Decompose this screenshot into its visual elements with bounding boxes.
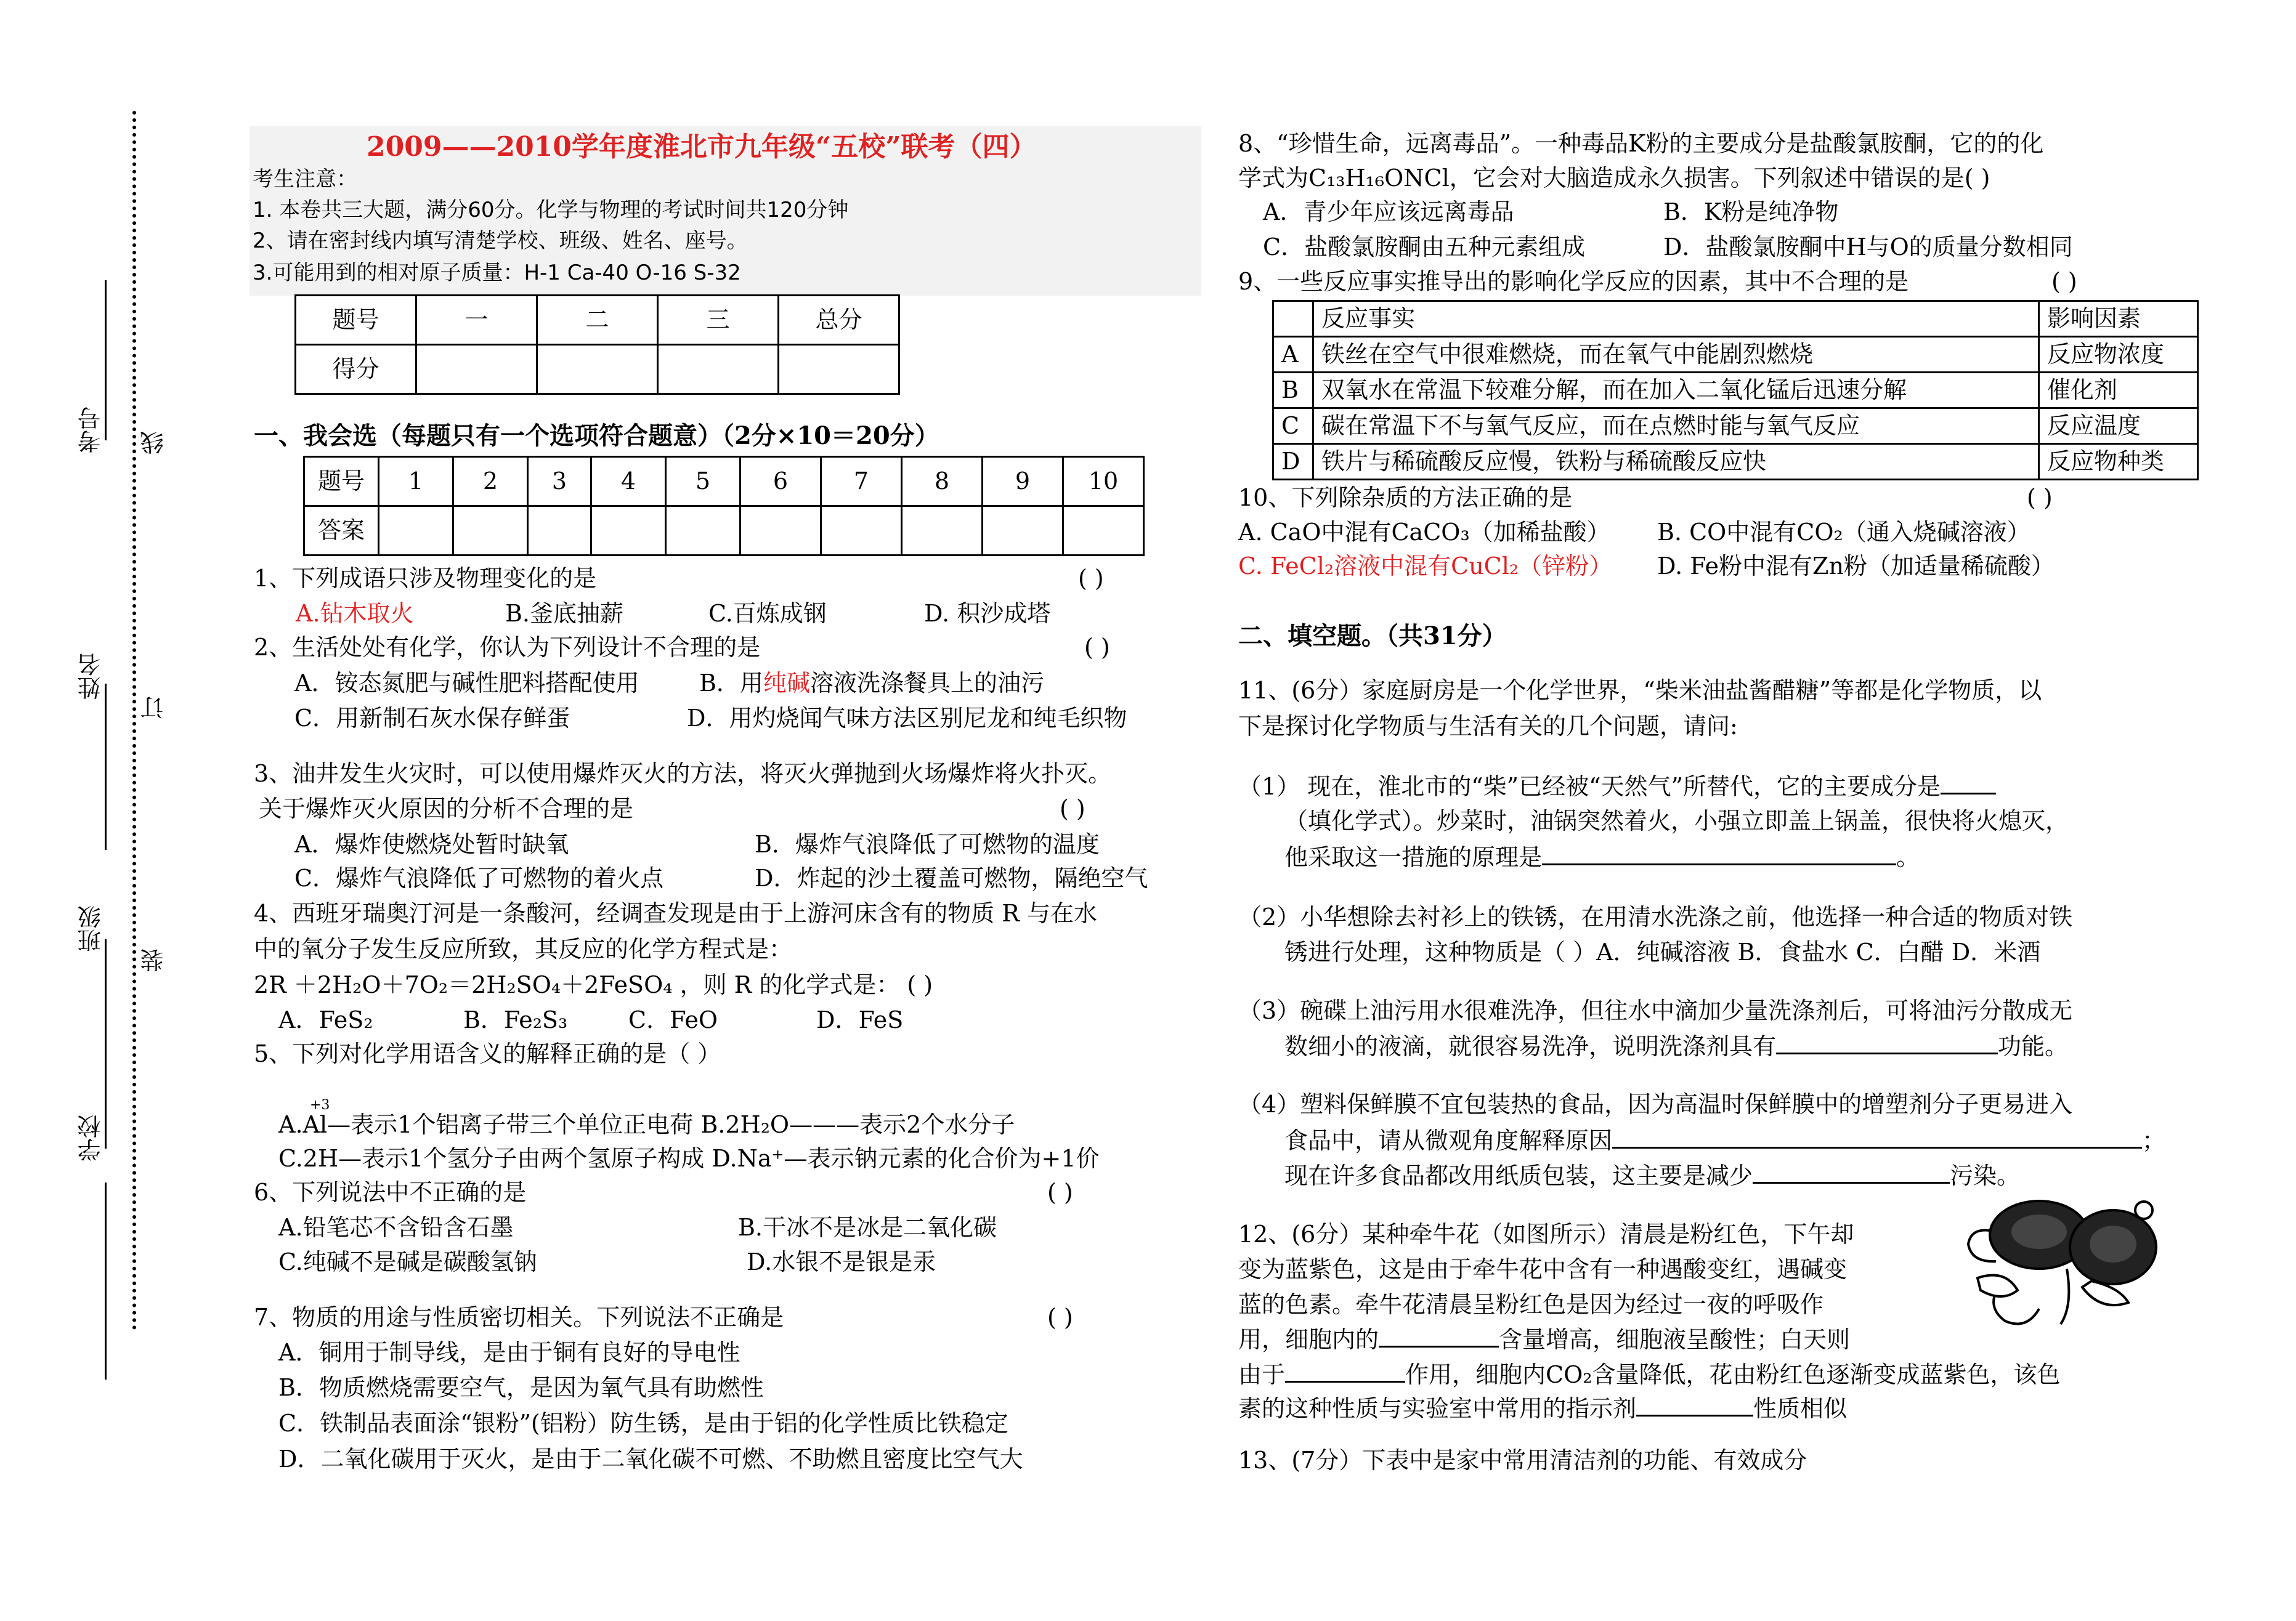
answer-table xyxy=(303,456,1145,556)
notice-line: 2、请在密封线内填写清楚学校、班级、姓名、座号。 xyxy=(253,228,748,253)
q12-l6a: 素的这种性质与实验室中常用的指示剂 xyxy=(1238,1395,1637,1422)
blank-field[interactable] xyxy=(1636,1395,1753,1417)
q10-option-b: B. CO中混有CO₂（通入烧碱溶液） xyxy=(1657,519,2030,546)
q9-cell-label: B xyxy=(1273,373,1313,408)
q9-cell-fact: 双氧水在常温下较难分解，而在加入二氧化锰后迅速分解 xyxy=(1313,373,2039,408)
q11-part2-cont: 锈进行处理，这种物质是（ ）A．纯碱溶液 B．食盐水 C．白醋 D．米酒 xyxy=(1284,939,2041,966)
q12-line xyxy=(1238,1395,1847,1423)
q1-option-b: B.釜底抽薪 xyxy=(505,600,624,627)
question-stem: 13、(7分）下表中是家中常用清洁剂的功能、有效成分 xyxy=(1238,1447,1807,1474)
q11-part4-line: （4）塑料保鲜膜不宜包装热的食品，因为高温时保鲜膜中的增塑剂分子更易进入 xyxy=(1238,1091,2073,1118)
q1-option-c: C.百炼成钢 xyxy=(708,600,827,627)
question-stem: 7、物质的用途与性质密切相关。下列说法不正确是 xyxy=(254,1304,784,1331)
q5-option-cd: C.2H—表示1个氢分子由两个氢原子构成 D.Na⁺—表示钠元素的化合价为+1价 xyxy=(278,1145,1100,1172)
score-cell[interactable] xyxy=(416,345,537,394)
q10-option-a: A. CaO中混有CaCO₃（加稀盐酸） xyxy=(1238,519,1610,546)
section2-title: 二、填空题。（共31分） xyxy=(1238,621,1507,650)
q11-part4c-end: 污染。 xyxy=(1950,1162,2021,1189)
answer-number: 10 xyxy=(1063,457,1144,506)
answer-cell[interactable] xyxy=(666,506,740,556)
answer-number: 7 xyxy=(821,457,902,506)
q9-cell-fact: 铁丝在空气中很难燃烧，而在氧气中能剧烈燃烧 xyxy=(1313,337,2039,373)
q6-option-d: D.水银不是银是汞 xyxy=(747,1248,936,1275)
q6-option-c: C.纯碱不是碱是碳酸氢钠 xyxy=(278,1248,537,1275)
q1-option-d: D. 积沙成塔 xyxy=(924,600,1051,627)
q12-line xyxy=(1238,1361,2060,1389)
q11-part1c-text: 他采取这一措施的原理是 xyxy=(1284,844,1543,871)
q3-option-d: D．炸起的沙土覆盖可燃物，隔绝空气 xyxy=(755,865,1148,892)
q11-part1-text: （1） 现在，淮北市的“柴”已经被“天然气”所替代，它的主要成分是 xyxy=(1238,773,1941,800)
seal-dotted-line xyxy=(132,111,136,1330)
binding-blank-line xyxy=(105,684,107,850)
page-title: 2009——2010学年度淮北市九年级“五校”联考（四） xyxy=(367,131,1037,163)
q8-option-a: A．青少年应该远离毒品 xyxy=(1263,198,1514,225)
q6-option-b: B.干冰不是冰是二氧化碳 xyxy=(738,1214,997,1241)
answer-number: 9 xyxy=(983,457,1063,506)
label-school: 学校 xyxy=(78,1115,105,1162)
q2-option-a: A．铵态氮肥与碱性肥料搭配使用 xyxy=(294,669,639,697)
q9-cell-label: A xyxy=(1273,337,1313,373)
q11-part1c-end: 。 xyxy=(1896,844,1920,871)
answer-paren: ( ) xyxy=(1047,1179,1073,1206)
notice-line: 1. 本卷共三大题，满分60分。化学与物理的考试时间共120分钟 xyxy=(253,198,849,222)
q12-line: 变为蓝紫色，这是由于牵牛花中含有一种遇酸变红，遇碱变 xyxy=(1238,1256,1848,1283)
answer-cell[interactable] xyxy=(983,506,1063,556)
score-header: 题号 xyxy=(296,296,416,345)
q5-option-ab: A.Al—表示1个铝离子带三个单位正电荷 B.2H₂O———表示2个水分子 xyxy=(278,1111,1015,1138)
question-stem: 6、下列说法中不正确的是 xyxy=(254,1179,527,1206)
notice-line: 3.可能用到的相对原子质量：H-1 Ca-40 O-16 S-32 xyxy=(253,261,741,285)
q4-option-d: D．FeS xyxy=(816,1006,904,1033)
answer-header-label: 题号 xyxy=(304,457,379,506)
blank-field[interactable] xyxy=(1379,1326,1499,1348)
q10-option-c: C. FeCl₂溶液中混有CuCl₂（锌粉） xyxy=(1238,552,1613,580)
question-stem-cont: 中的氧分子发生反应所致，其反应的化学方程式是： xyxy=(254,936,793,963)
question-stem: 2、生活处处有化学，你认为下列设计不合理的是 xyxy=(254,634,761,661)
q4-equation: 2R ＋2H₂O＋7O₂＝2H₂SO₄＋2FeSO₄ ，则 R 的化学式是： ( ) xyxy=(254,971,933,998)
q11-part3-cont xyxy=(1284,1033,2068,1061)
q11-part4-end xyxy=(1284,1162,2020,1190)
seal-mark-line: 线 xyxy=(140,431,168,455)
q7-option-a: A．铜用于制导线，是由于铜有良好的导电性 xyxy=(278,1339,740,1366)
morning-glory-illustration xyxy=(1959,1189,2162,1330)
blank-field[interactable] xyxy=(1776,1033,1998,1054)
notice-heading: 考生注意： xyxy=(253,167,357,192)
blank-field[interactable] xyxy=(1941,773,1996,794)
q11-part4-cont xyxy=(1284,1127,2165,1155)
answer-paren: ( ) xyxy=(1060,795,1085,822)
answer-paren: ( ) xyxy=(1047,1304,1073,1331)
question-stem: 1、下列成语只涉及物理变化的是 xyxy=(254,565,597,592)
q11-part4b-text: 食品中，请从微观角度解释原因 xyxy=(1284,1127,1613,1154)
label-exam-number: 考号 xyxy=(78,406,105,453)
q11-part1-end xyxy=(1284,844,1920,871)
q9-cell-fact: 铁片与稀硫酸反应慢，铁粉与稀硫酸反应快 xyxy=(1313,444,2039,480)
q2-option-b xyxy=(699,670,1044,697)
score-cell[interactable] xyxy=(779,345,899,394)
q12-line xyxy=(1238,1326,1850,1354)
q9-cell-label: C xyxy=(1273,408,1313,444)
answer-cell[interactable] xyxy=(821,506,902,556)
answer-paren: ( ) xyxy=(2027,484,2053,511)
question-stem: 3、油井发生火灾时，可以使用爆炸灭火的方法，将灭火弹抛到火场爆炸将火扑灭。 xyxy=(254,760,1112,787)
answer-cell[interactable] xyxy=(591,506,666,556)
blank-field[interactable] xyxy=(1753,1162,1950,1184)
question-stem: 8、“珍惜生命，远离毒品”。一种毒品K粉的主要成分是盐酸氯胺酮，它的的化 xyxy=(1238,130,2044,157)
q2-option-b-red: 纯碱 xyxy=(763,669,810,697)
question-stem: 10、下列除杂质的方法正确的是 xyxy=(1238,484,1573,511)
q8-option-c: C．盐酸氯胺酮由五种元素组成 xyxy=(1263,233,1586,261)
answer-number: 1 xyxy=(379,457,453,506)
q6-option-a: A.铅笔芯不含铅含石墨 xyxy=(278,1214,514,1241)
answer-number: 3 xyxy=(528,457,591,506)
q11-part3-line: （3）碗碟上油污用水很难洗净，但往水中滴加少量洗涤剂后，可将油污分散成无 xyxy=(1238,997,2073,1024)
q2-option-b-pre: B．用 xyxy=(699,669,763,697)
q12-l4a: 用，细胞内的 xyxy=(1238,1326,1379,1353)
binding-blank-line xyxy=(105,1182,107,1380)
section1-title: 一、我会选（每题只有一个选项符合题意）（2分×10＝20分） xyxy=(254,421,939,450)
q5-valence-mark: +3 xyxy=(310,1098,330,1113)
q9-header: 影响因素 xyxy=(2039,301,2198,337)
blank-field[interactable] xyxy=(1542,844,1896,865)
q9-table xyxy=(1272,300,2199,480)
q7-option-c: C．铁制品表面涂“银粉”(铝粉）防生锈，是由于铝的化学性质比铁稳定 xyxy=(278,1410,1008,1437)
blank-field[interactable] xyxy=(1612,1127,2142,1149)
answer-row-label: 答案 xyxy=(304,506,379,556)
answer-cell[interactable] xyxy=(528,506,591,556)
score-cell[interactable] xyxy=(537,345,658,394)
answer-paren: ( ) xyxy=(2051,268,2077,295)
question-stem: 11、(6分）家庭厨房是一个化学世界，“柴米油盐酱醋糖”等都是化学物质，以 xyxy=(1238,677,2042,704)
question-stem: 5、下列对化学用语含义的解释正确的是（ ） xyxy=(254,1040,721,1067)
q9-cell-factor: 反应温度 xyxy=(2039,408,2198,444)
score-cell[interactable] xyxy=(658,345,779,394)
q4-option-a: A．FeS₂ xyxy=(278,1006,373,1033)
q12-l5a: 由于 xyxy=(1238,1361,1286,1388)
q12-l4b: 含量增高，细胞液呈酸性；白天则 xyxy=(1499,1326,1851,1353)
label-name: 姓名 xyxy=(78,653,105,700)
score-header: 总分 xyxy=(779,296,899,345)
question-stem: 4、西班牙瑞奥汀河是一条酸河，经调查发现是由于上游河床含有的物质 R 与在水 xyxy=(254,900,1097,927)
score-row-label: 得分 xyxy=(296,345,416,394)
seal-mark-bind: 订 xyxy=(140,696,168,719)
q9-cell-factor: 催化剂 xyxy=(2039,373,2198,408)
q9-header: 反应事实 xyxy=(1313,301,2039,337)
label-class: 班级 xyxy=(78,905,105,952)
q2-option-c: C．用新制石灰水保存鲜蛋 xyxy=(294,705,570,732)
answer-cell[interactable] xyxy=(740,506,821,556)
q9-cell-fact: 碳在常温下不与氧气反应，而在点燃时能与氧气反应 xyxy=(1313,408,2039,444)
q11-part4b-end: ； xyxy=(2142,1127,2166,1154)
answer-number: 8 xyxy=(902,457,983,506)
question-stem: 9、一些反应事实推导出的影响化学反应的因素，其中不合理的是 xyxy=(1238,268,1909,295)
question-stem-cont: 关于爆炸灭火原因的分析不合理的是 xyxy=(259,795,634,822)
answer-paren: ( ) xyxy=(1078,565,1104,592)
q11-part1-cont: （填化学式）。炒菜时，油锅突然着火，小强立即盖上锅盖，很快将火熄灭， xyxy=(1284,807,2069,835)
q12-line: 12、(6分）某种牵牛花（如图所示）清晨是粉红色，下午却 xyxy=(1238,1221,1854,1248)
question-stem-cont: 下是探讨化学物质与生活有关的几个问题，请问: xyxy=(1238,713,1738,740)
blank-field[interactable] xyxy=(1285,1361,1405,1383)
q10-option-d: D. Fe粉中混有Zn粉（加适量稀硫酸） xyxy=(1657,552,2055,580)
score-header: 三 xyxy=(658,296,779,345)
answer-number: 6 xyxy=(740,457,821,506)
q11-part4c-text: 现在许多食品都改用纸质包装，这主要是减少 xyxy=(1284,1162,1753,1189)
q2-option-d: D．用灼烧闻气味方法区别尼龙和纯毛织物 xyxy=(687,705,1127,732)
answer-cell[interactable] xyxy=(1063,506,1144,556)
q7-option-d: D．二氧化碳用于灭火，是由于二氧化碳不可燃、不助燃且密度比空气大 xyxy=(278,1445,1023,1473)
q4-option-b: B．Fe₂S₃ xyxy=(463,1006,568,1033)
score-header: 二 xyxy=(537,296,658,345)
answer-cell[interactable] xyxy=(379,506,453,556)
answer-paren: ( ) xyxy=(1084,634,1110,661)
q12-l6b: 性质相似 xyxy=(1753,1395,1848,1422)
question-stem-cont: 学式为C₁₃H₁₆ONCl，它会对大脑造成永久损害。下列叙述中错误的是( ) xyxy=(1238,164,1990,192)
seal-mark-pack: 装 xyxy=(140,948,168,972)
answer-number: 2 xyxy=(453,457,528,506)
q3-option-c: C．爆炸气浪降低了可燃物的着火点 xyxy=(294,865,664,892)
q11-part1-line xyxy=(1238,773,1996,801)
score-table xyxy=(294,294,900,395)
q11-part3b-text: 数细小的液滴，就很容易洗净，说明洗涤剂具有 xyxy=(1284,1033,1777,1060)
q2-option-b-post: 溶液洗涤餐具上的油污 xyxy=(809,669,1044,697)
q12-l5b: 作用，细胞内CO₂含量降低，花由粉红色逐渐变成蓝紫色，该色 xyxy=(1405,1361,2061,1388)
q3-option-b: B．爆炸气浪降低了可燃物的温度 xyxy=(755,831,1100,858)
q4-option-c: C．FeO xyxy=(628,1006,718,1033)
q7-option-b: B．物质燃烧需要空气，是因为氧气具有助燃性 xyxy=(278,1374,764,1401)
q3-option-a: A．爆炸使燃烧处暂时缺氧 xyxy=(294,831,569,858)
q12-line: 蓝的色素。牵牛花清晨呈粉红色是因为经过一夜的呼吸作 xyxy=(1238,1291,1824,1318)
answer-cell[interactable] xyxy=(902,506,983,556)
q11-part3b-end: 功能。 xyxy=(1998,1033,2069,1060)
q9-cell-label: D xyxy=(1273,444,1313,480)
q1-option-a: A.钻木取火 xyxy=(296,600,414,627)
answer-number: 5 xyxy=(666,457,740,506)
answer-cell[interactable] xyxy=(453,506,528,556)
q9-cell-factor: 反应物浓度 xyxy=(2039,337,2198,373)
q9-cell-factor: 反应物种类 xyxy=(2039,444,2198,480)
q8-option-b: B．K粉是纯净物 xyxy=(1663,198,1839,225)
score-header: 一 xyxy=(416,296,537,345)
q9-header xyxy=(1273,301,1313,337)
q8-option-d: D．盐酸氯胺酮中H与O的质量分数相同 xyxy=(1663,233,2073,261)
q11-part2-line: （2）小华想除去衬衫上的铁锈，在用清水洗涤之前，他选择一种合适的物质对铁 xyxy=(1238,903,2073,931)
answer-number: 4 xyxy=(591,457,666,506)
